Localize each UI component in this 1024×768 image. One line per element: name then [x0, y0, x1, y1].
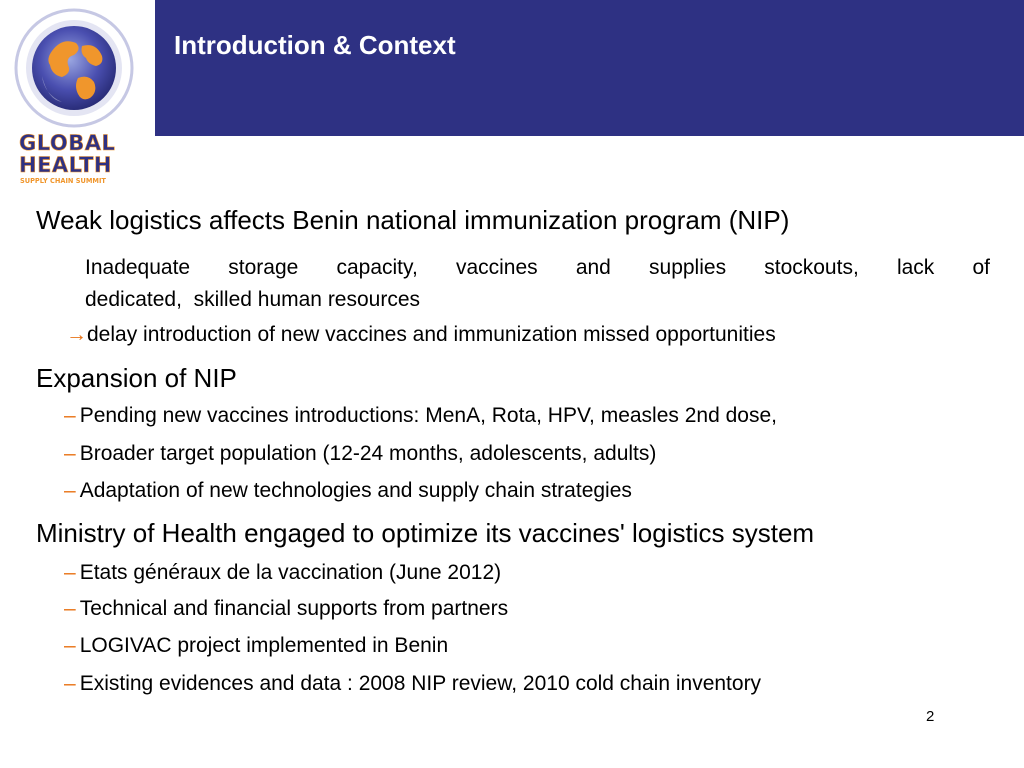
paragraph-word: vaccines: [455, 256, 538, 279]
list-item: [64, 442, 656, 466]
dash-bullet-icon: –: [64, 479, 76, 502]
paragraph-line-1: [85, 252, 990, 284]
paragraph-word: storage: [228, 256, 299, 279]
heading-expansion-nip: Expansion of NIP: [36, 363, 237, 393]
paragraph-word: supplies: [649, 256, 727, 279]
dash-bullet-icon: –: [64, 597, 76, 620]
list-item: [64, 672, 761, 696]
list-item: [64, 597, 508, 621]
dash-bullet-icon: –: [64, 404, 76, 427]
list-item-text: LOGIVAC project implemented in Benin: [79, 634, 449, 657]
list-item: [64, 404, 777, 428]
dash-bullet-icon: –: [64, 672, 76, 695]
list-item: [64, 479, 632, 503]
header-band: [155, 0, 1024, 136]
dash-bullet-icon: –: [64, 634, 76, 657]
dash-bullet-icon: –: [64, 561, 76, 584]
global-health-wordmark: [17, 130, 141, 190]
list-item-text: Adaptation of new technologies and supply chain strategies: [79, 479, 632, 502]
svg-text:SUPPLY CHAIN SUMMIT: SUPPLY CHAIN SUMMIT: [20, 177, 106, 185]
heading-ministry-of-health: Ministry of Health engaged to optimize its vaccines' logistics system: [36, 518, 815, 548]
list-item: [64, 561, 501, 585]
heading-weak-logistics: Weak logistics affects Benin national immunization program (NIP): [36, 205, 790, 235]
bullet-text: delay introduction of new vaccines and immunization missed opportunities: [87, 323, 776, 346]
svg-text:HEALTH: HEALTH: [19, 153, 112, 177]
paragraph-word: capacity,: [336, 256, 418, 279]
dash-bullet-icon: –: [64, 442, 76, 465]
paragraph-word: and: [575, 256, 611, 279]
paragraph-line-2: dedicated, skilled human resources: [85, 288, 421, 311]
slide-title: Introduction & Context: [174, 30, 456, 60]
list-item-text: Etats généraux de la vaccination (June 2012): [79, 561, 502, 584]
paragraph-word: Inadequate: [85, 256, 191, 279]
list-item-text: Existing evidences and data : 2008 NIP review, 2010 cold chain inventory: [79, 672, 762, 695]
paragraph-word: lack: [896, 256, 935, 279]
list-item-text: Pending new vaccines introductions: MenA, Rota, HPV, measles 2nd dose,: [79, 404, 777, 427]
list-item-text: Broader target population (12-24 months, adolescents, adults): [79, 442, 657, 465]
bullet-delay-introduction: [66, 323, 776, 347]
arrow-right-icon: →: [66, 323, 87, 346]
svg-text:GLOBAL: GLOBAL: [19, 131, 116, 155]
paragraph-word: of: [972, 256, 990, 279]
page-number: 2: [926, 708, 935, 725]
list-item-text: Technical and financial supports from partners: [79, 597, 509, 620]
list-item: [64, 634, 448, 658]
paragraph-word: stockouts,: [764, 256, 859, 279]
paragraph-inadequate-storage: [85, 252, 990, 316]
globe-logo-icon: [12, 6, 138, 132]
